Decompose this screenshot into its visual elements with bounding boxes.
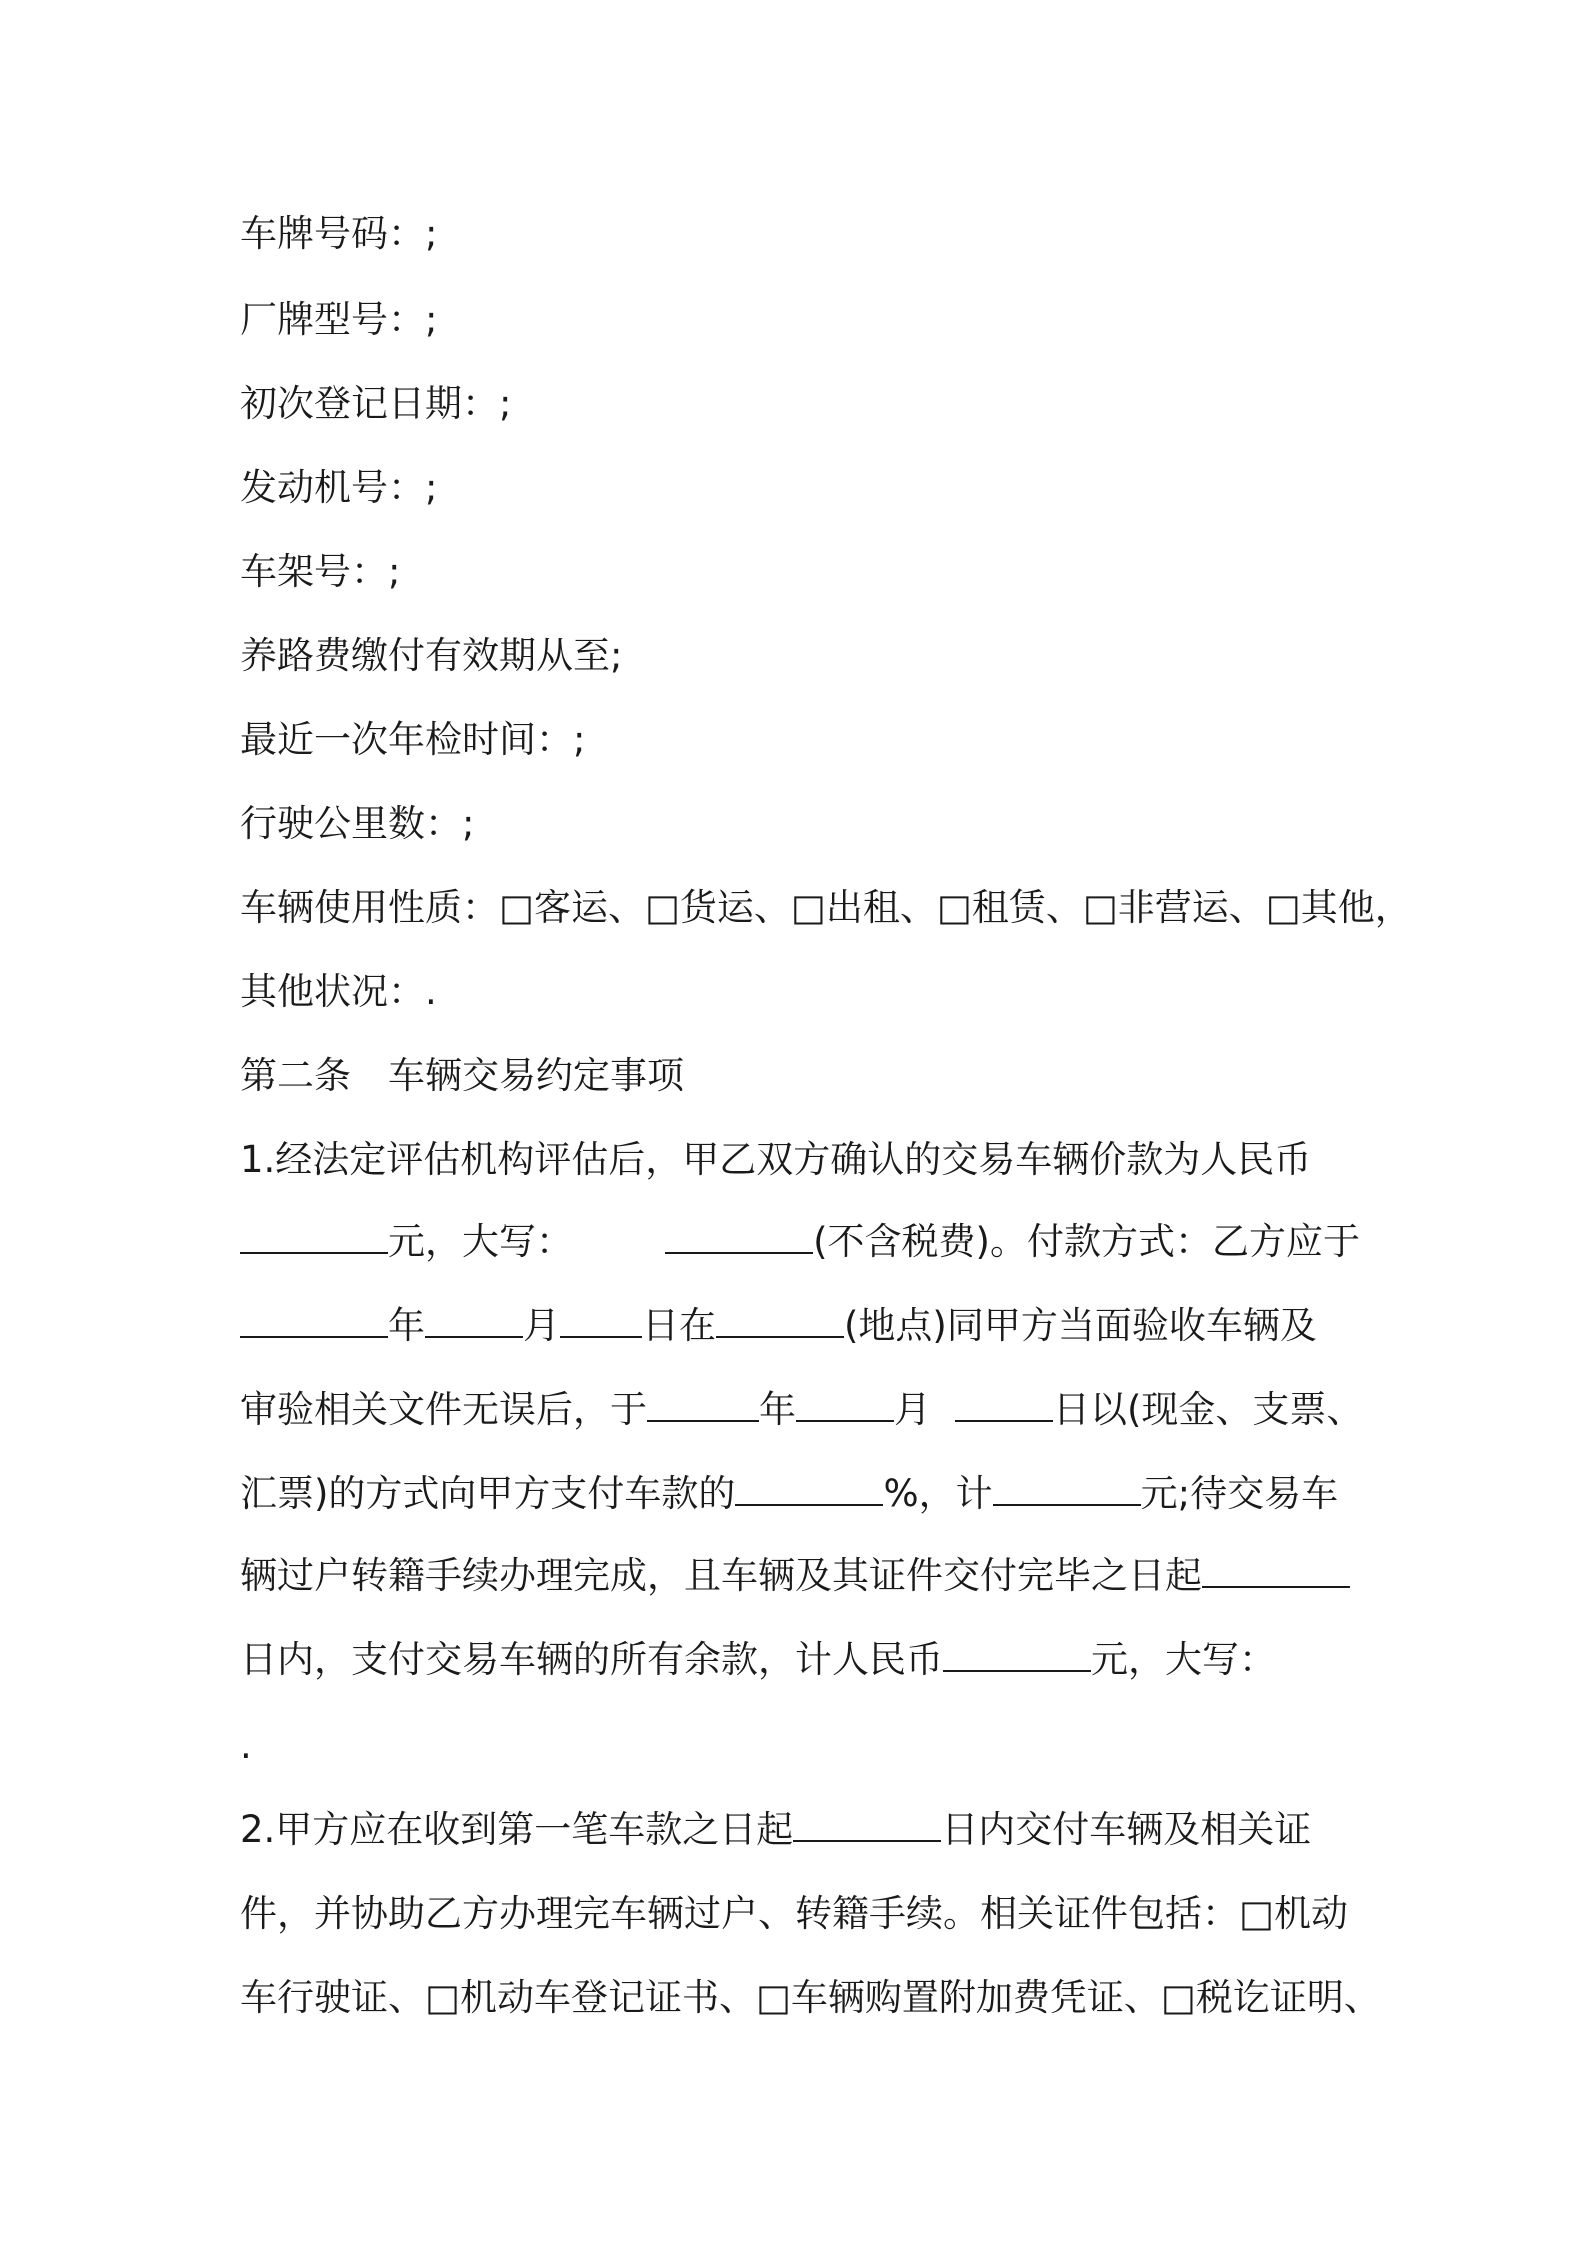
item1-line7-group <box>240 1636 1276 1684</box>
item1-line3 <box>240 1302 1360 1350</box>
item1-line1-text: 1.经法定评估机构评估后，甲乙双方确认的交易车辆价款为人民币 <box>240 1138 1312 1181</box>
item1-line3-b: 月 <box>523 1304 560 1347</box>
item1-line5 <box>240 1470 1360 1518</box>
item1-line1 <box>240 1136 1360 1184</box>
plate-number-line <box>240 210 1360 258</box>
plate-number-label: 车牌号码： <box>240 212 425 255</box>
mileage-label: 行驶公里数： <box>240 802 462 845</box>
day-blank-1 <box>560 1302 642 1338</box>
road-fee-middle: 至 <box>573 634 610 677</box>
item1-line4 <box>240 1386 1364 1434</box>
item1-line3-d: (地点)同甲方当面验收车辆及 <box>844 1304 1317 1347</box>
item1-line8-a: . <box>240 1724 252 1767</box>
other-status-label: 其他状况： <box>240 970 425 1013</box>
last-inspection-label: 最近一次年检时间： <box>240 718 573 761</box>
item1-line6-group <box>240 1552 1350 1600</box>
brand-model-label: 厂牌型号： <box>240 298 425 341</box>
item1-line2-right <box>665 1218 1360 1266</box>
item1-line2 <box>240 1218 1360 1266</box>
other-status-line <box>240 968 1360 1016</box>
item2-line2-text: 件，并协助乙方办理完车辆过户、转籍手续。相关证件包括：□机动 <box>240 1892 1348 1935</box>
road-fee-suffix: ; <box>610 634 623 677</box>
article2-heading <box>240 1052 1360 1100</box>
item1-line5-a: 汇票)的方式向甲方支付车款的 <box>240 1472 736 1515</box>
item1-line3-group1 <box>240 1302 1317 1350</box>
first-registration-line <box>240 380 1360 428</box>
price-capital-blank <box>665 1218 813 1254</box>
place-blank <box>716 1302 844 1338</box>
amount-blank <box>993 1470 1141 1506</box>
article2-heading-text: 第二条 车辆交易约定事项 <box>240 1054 684 1097</box>
last-inspection-line <box>240 716 1360 764</box>
item2-line1-group <box>240 1806 1311 1854</box>
day-blank-2 <box>955 1386 1053 1422</box>
item1-line2-left <box>240 1218 573 1266</box>
mileage-line <box>240 800 1360 848</box>
first-registration-label: 初次登记日期： <box>240 382 499 425</box>
first-registration-suffix: ; <box>499 382 512 425</box>
usage-nature-line <box>240 884 1412 932</box>
item2-line2 <box>240 1890 1360 1938</box>
usage-nature-label: 车辆使用性质：□客运、□货运、□出租、□租赁、□非营运、□其他， <box>240 886 1412 929</box>
item2-line3 <box>240 1974 1381 2022</box>
item2-line1-a: 2.甲方应在收到第一笔车款之日起 <box>240 1808 794 1851</box>
item1-line4-group <box>240 1386 1363 1434</box>
item1-line4-c: 月 <box>894 1388 931 1431</box>
plate-number-suffix: ; <box>425 212 438 255</box>
engine-number-line <box>240 464 1360 512</box>
engine-number-suffix: ; <box>425 466 438 509</box>
item1-line2-b: (不含税费)。付款方式：乙方应于 <box>813 1220 1360 1263</box>
brand-model-suffix: ; <box>425 298 438 341</box>
price-blank <box>240 1218 388 1254</box>
item1-line7 <box>240 1636 1360 1684</box>
other-status-suffix: . <box>425 970 437 1013</box>
month-blank-1 <box>425 1302 523 1338</box>
mileage-suffix: ; <box>462 802 475 845</box>
item1-line4-a: 审验相关文件无误后，于 <box>240 1388 647 1431</box>
item2-line3-text: 车行驶证、□机动车登记证书、□车辆购置附加费凭证、□税讫证明、 <box>240 1976 1381 2019</box>
balance-blank <box>943 1636 1091 1672</box>
brand-model-line <box>240 296 1360 344</box>
item2-line1-b: 日内交付车辆及相关证 <box>941 1808 1312 1851</box>
road-fee-label: 养路费缴付有效期从 <box>240 634 573 677</box>
item1-line8 <box>240 1722 1360 1770</box>
item1-line4-b: 年 <box>759 1388 796 1431</box>
percent-blank <box>735 1470 883 1506</box>
item1-line2-a: 元，大写： <box>388 1220 573 1263</box>
frame-number-line <box>240 548 1360 596</box>
item1-line4-d: 日以(现金、支票、 <box>1053 1388 1364 1431</box>
days-blank-1 <box>1202 1552 1350 1588</box>
year-blank-2 <box>647 1386 759 1422</box>
item1-line5-group <box>240 1470 1338 1518</box>
item1-line3-a: 年 <box>388 1304 425 1347</box>
frame-number-label: 车架号： <box>240 550 388 593</box>
engine-number-label: 发动机号： <box>240 466 425 509</box>
item1-line5-c: 元;待交易车 <box>1140 1472 1339 1515</box>
item1-line6 <box>240 1552 1360 1600</box>
item1-line6-a: 辆过户转籍手续办理完成，且车辆及其证件交付完毕之日起 <box>240 1554 1202 1597</box>
frame-number-suffix: ; <box>388 550 401 593</box>
month-blank-2 <box>796 1386 894 1422</box>
year-blank-1 <box>240 1302 388 1338</box>
item1-line3-c: 日在 <box>642 1304 716 1347</box>
road-fee-line <box>240 632 1360 680</box>
item1-line7-a: 日内，支付交易车辆的所有余款，计人民币 <box>240 1638 943 1681</box>
item1-line5-b: %，计 <box>883 1472 993 1515</box>
item1-line7-b: 元，大写： <box>1091 1638 1276 1681</box>
last-inspection-suffix: ; <box>573 718 586 761</box>
delivery-days-blank <box>793 1806 941 1842</box>
item2-line1 <box>240 1806 1360 1854</box>
